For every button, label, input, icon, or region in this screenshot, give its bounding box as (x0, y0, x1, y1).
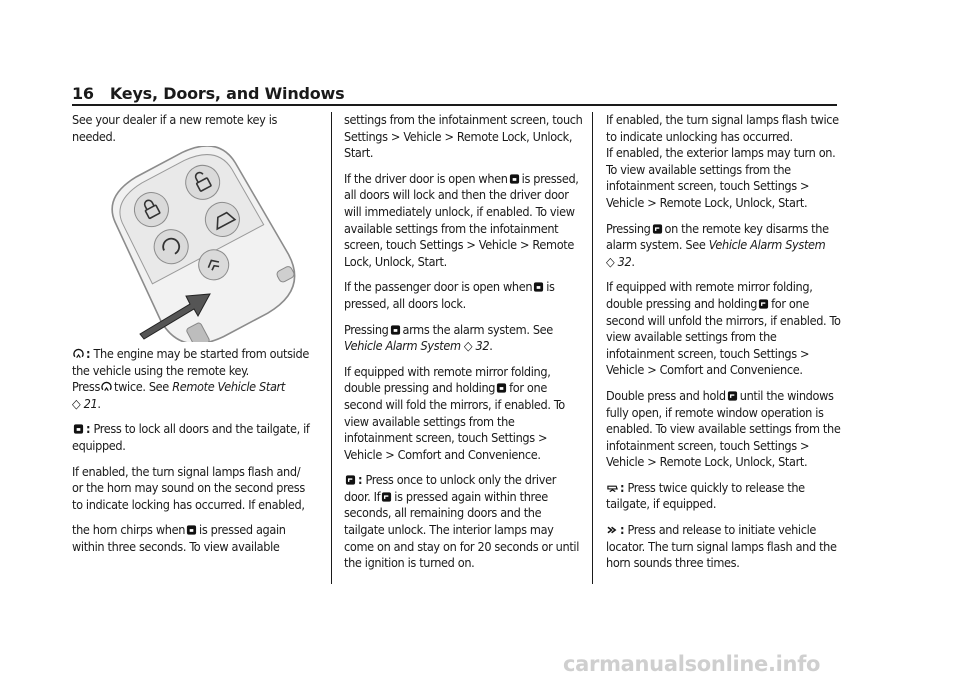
section-title: Keys, Doors, and Windows (109, 84, 345, 103)
locator-paragraph: : Press and release to initiate vehicle locator. The turn signal lamps flash and the horn sounds three times. (606, 522, 837, 571)
lock-icon (533, 281, 544, 293)
unlock-icon (758, 298, 769, 310)
unlock-paragraph: : Press once to unlock only the driver door. If is pressed again within three seconds, all remaining doors and the tailgate unlock. The interior lamps may come on and stay on for 20 seconds or until the ignition is turned on. (344, 472, 580, 571)
page-header (72, 84, 344, 103)
vehicle-locator-icon (607, 524, 618, 536)
lock-paragraph: : Press to lock all doors and the tailgate, if equipped. (72, 421, 310, 453)
alarm-xref[interactable]: Vehicle Alarm System (708, 237, 826, 253)
tailgate-icon (607, 482, 618, 494)
lock-icon (186, 524, 197, 536)
column-3 (606, 112, 842, 581)
mirror-unfold-paragraph: If equipped with remote mirror folding, double pressing and holding for one second will unfold the mirrors, if enabled. To view available settings from the infotainment screen, touch Settings > Vehicle > Comfort and Convenience. (606, 279, 841, 378)
disarm-paragraph: Pressing on the remote key disarms the alarm system. See Vehicle Alarm System ◇ 32. (606, 220, 829, 269)
unlock-icon (727, 390, 738, 402)
horn-paragraph: the horn chirps when is pressed again within three seconds. To view available (72, 522, 286, 554)
window-paragraph: Double press and hold until the windows fully open, if remote window operation is enabled. To view available settings from the infotainment screen, touch Settings > Vehicle > Remote Lock, Unlock, Start. (606, 387, 841, 470)
unlock-icon (381, 491, 392, 503)
column-divider (592, 112, 593, 584)
column-2 (344, 112, 584, 581)
remote-start-xref[interactable]: Remote Vehicle Start (172, 379, 285, 395)
lock-icon (509, 173, 520, 185)
header-rule (72, 104, 837, 106)
mirror-fold-paragraph: If equipped with remote mirror folding, double pressing and holding for one second will fold the mirrors, if enabled. To view available settings from the infotainment screen, touch Settings > Vehicle > Comfort and Convenience. (344, 363, 565, 462)
unlock-icon (652, 223, 663, 235)
exterior-lamps-paragraph: If enabled, the exterior lamps may turn on. To view available settings from the infotainment screen, touch Settings > Vehicle > Remote Lock, Unlock, Start. (606, 145, 836, 210)
column-divider (331, 112, 332, 584)
alarm-page[interactable]: 32 (617, 253, 632, 269)
column-1-lower (72, 346, 312, 565)
driver-door-paragraph: If the driver door is open when is pressed, all doors will lock and then the driver door will immediately unlock, if enabled. To view available settings from the infotainment screen, touch Settings > Vehicle > Remote Lock, Unlock, Start. (344, 170, 579, 269)
passenger-door-paragraph: If the passenger door is open when is pressed, all doors lock. (344, 279, 555, 311)
watermark: carmanualsonline.info (563, 652, 821, 676)
unlock-icon (345, 474, 356, 486)
xref-glyph: ◇ (72, 395, 81, 411)
flash-paragraph: If enabled, the turn signal lamps flash twice to indicate unlocking has occurred. (606, 112, 839, 144)
dealer-paragraph: See your dealer if a new remote key is needed. (72, 112, 278, 144)
page-number: 16 (72, 84, 94, 103)
turn-signal-paragraph: If enabled, the turn signal lamps flash and/ or the horn may sound on the second press to indicate locking has occurred. If enabled, (72, 463, 305, 512)
tailgate-paragraph: : Press twice quickly to release the tailgate, if equipped. (606, 479, 805, 512)
alarm-page[interactable]: 32 (475, 338, 490, 354)
lock-icon (390, 324, 401, 336)
remote-start-page[interactable]: 21 (83, 395, 98, 411)
lock-icon (496, 382, 507, 394)
remote-start-icon (73, 348, 84, 360)
remote-key-fob-illustration (78, 146, 318, 342)
remote-start-paragraph: : The engine may be started from outside the vehicle using the remote key. Press twice. See Remote Vehicle Start ◇ 21. (72, 346, 309, 411)
lock-icon (73, 423, 84, 435)
remote-start-icon (101, 381, 112, 393)
alarm-xref[interactable]: Vehicle Alarm System (344, 338, 461, 354)
settings-paragraph: settings from the infotainment screen, touch Settings > Vehicle > Remote Lock, Unlock, Start. (344, 112, 583, 161)
alarm-paragraph: Pressing arms the alarm system. See Vehicle Alarm System ◇ 32. (344, 321, 553, 354)
